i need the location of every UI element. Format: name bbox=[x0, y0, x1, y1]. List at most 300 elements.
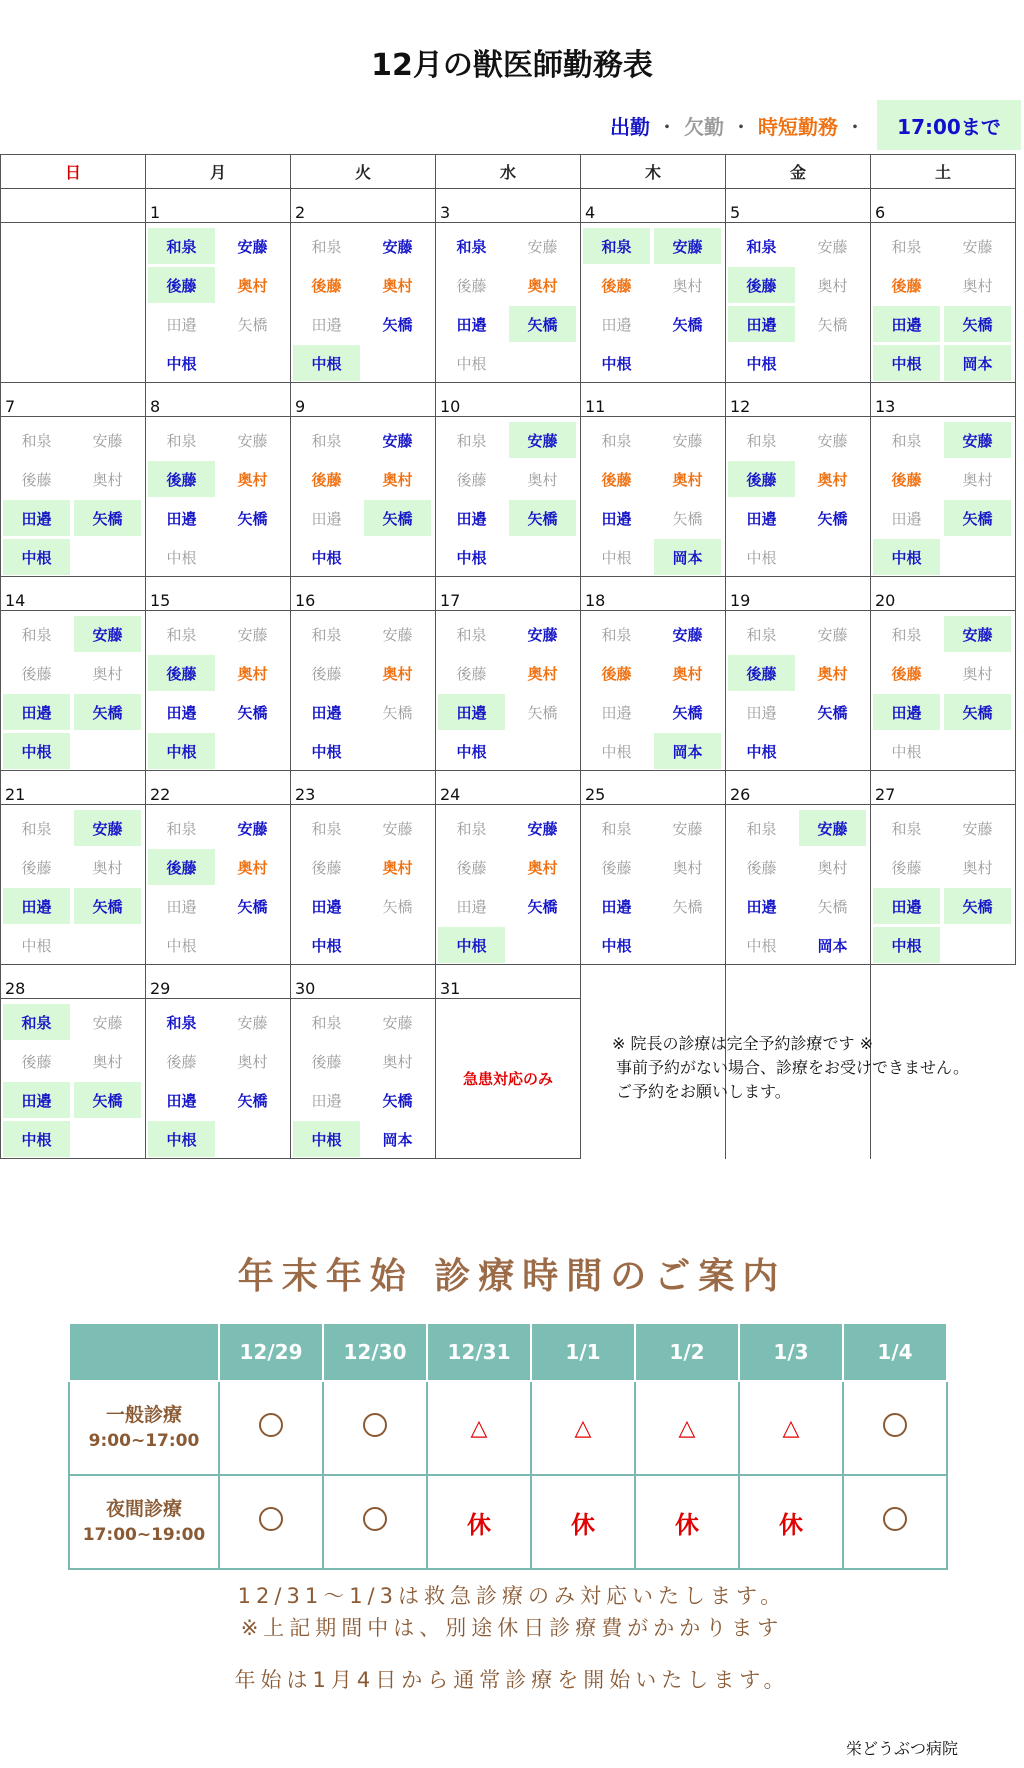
doctor-shift: 田邉 bbox=[746, 703, 777, 722]
doctor-shift: 中根 bbox=[293, 1121, 360, 1157]
day-number-cell bbox=[146, 189, 291, 223]
newyear-hours-table bbox=[68, 1322, 948, 1570]
doctor-shift: 和泉 bbox=[311, 625, 342, 644]
doctor-shift: 後藤 bbox=[148, 849, 215, 885]
doctor-shift: 矢橋 bbox=[382, 315, 413, 334]
doctor-shift: 後藤 bbox=[456, 858, 487, 877]
doctor-shift: 安藤 bbox=[672, 431, 703, 450]
doctor-shift: 後藤 bbox=[891, 470, 922, 489]
service-time: 17:00~19:00 bbox=[82, 1525, 206, 1545]
day-cell bbox=[146, 611, 291, 771]
day-number-cell bbox=[146, 383, 291, 417]
doctor-shift: 後藤 bbox=[311, 858, 342, 877]
day-number: 1 bbox=[150, 203, 161, 222]
doctor-shift: 後藤 bbox=[148, 461, 215, 497]
doctor-shift: 和泉 bbox=[456, 625, 487, 644]
doctor-shift: 矢橋 bbox=[527, 897, 558, 916]
doctor-shift: 矢橋 bbox=[509, 500, 576, 536]
day-number: 27 bbox=[875, 785, 896, 804]
day-number-cell bbox=[581, 771, 726, 805]
day-number-cell bbox=[871, 965, 1016, 999]
doctor-grid bbox=[146, 611, 290, 770]
doctor-grid bbox=[581, 223, 725, 382]
doctor-shift: 安藤 bbox=[799, 810, 866, 846]
doctor-shift: 中根 bbox=[601, 742, 632, 761]
doctor-shift: 後藤 bbox=[601, 858, 632, 877]
closed-mark bbox=[427, 1475, 531, 1569]
doctor-shift: 矢橋 bbox=[382, 897, 413, 916]
doctor-shift: 奥村 bbox=[672, 470, 703, 489]
note-line: 事前予約がない場合、診療をお受けできません。 bbox=[616, 1058, 969, 1077]
doctor-shift: 安藤 bbox=[962, 819, 993, 838]
doctor-shift: 奥村 bbox=[382, 470, 413, 489]
newyear-note-1: 12/31～1/3は救急診療のみ対応いたします。 bbox=[237, 1584, 787, 1608]
date-header: 1/4 bbox=[843, 1323, 947, 1381]
doctor-shift: 安藤 bbox=[527, 237, 558, 256]
doctor-shift: 後藤 bbox=[728, 655, 795, 691]
doctor-shift: 田邉 bbox=[456, 509, 487, 528]
doctor-shift: 後藤 bbox=[21, 664, 52, 683]
day-cell bbox=[871, 223, 1016, 383]
doctor-shift: 和泉 bbox=[311, 819, 342, 838]
doctor-grid bbox=[1, 999, 145, 1158]
triangle-icon: △ bbox=[678, 1415, 696, 1441]
doctor-grid bbox=[436, 223, 580, 382]
doctor-shift: 矢橋 bbox=[382, 1091, 413, 1110]
doctor-shift: 和泉 bbox=[166, 431, 197, 450]
doctor-grid bbox=[581, 805, 725, 964]
legend-on: 出勤 bbox=[610, 114, 650, 139]
doctor-shift: 和泉 bbox=[891, 819, 922, 838]
doctor-shift: 後藤 bbox=[728, 267, 795, 303]
doctor-shift: 後藤 bbox=[728, 461, 795, 497]
day-number-cell bbox=[871, 189, 1016, 223]
weekday-header: 水 bbox=[436, 155, 581, 189]
circle-icon bbox=[363, 1507, 387, 1531]
doctor-shift: 奥村 bbox=[962, 276, 993, 295]
doctor-shift: 後藤 bbox=[891, 664, 922, 683]
doctor-shift: 和泉 bbox=[21, 431, 52, 450]
day-number-cell bbox=[291, 577, 436, 611]
service-name: 夜間診療 bbox=[105, 1498, 182, 1520]
day-cell bbox=[1, 999, 146, 1159]
circle-icon bbox=[883, 1413, 907, 1437]
doctor-shift: 矢橋 bbox=[944, 500, 1011, 536]
day-number-cell bbox=[436, 577, 581, 611]
day-cell bbox=[291, 805, 436, 965]
closed-label: 休 bbox=[779, 1510, 803, 1539]
doctor-shift: 田邉 bbox=[3, 888, 70, 924]
doctor-shift: 和泉 bbox=[601, 819, 632, 838]
doctor-shift: 後藤 bbox=[148, 655, 215, 691]
doctor-grid bbox=[291, 417, 435, 576]
doctor-shift: 奥村 bbox=[237, 470, 268, 489]
day-cell bbox=[726, 805, 871, 965]
doctor-shift: 和泉 bbox=[456, 237, 487, 256]
doctor-shift: 矢橋 bbox=[944, 306, 1011, 342]
day-number: 6 bbox=[875, 203, 886, 222]
day-cell bbox=[436, 417, 581, 577]
day-cell bbox=[146, 223, 291, 383]
doctor-shift: 田邉 bbox=[601, 315, 632, 334]
day-cell bbox=[726, 611, 871, 771]
doctor-grid bbox=[871, 805, 1015, 964]
doctor-shift: 安藤 bbox=[509, 422, 576, 458]
doctor-shift: 矢橋 bbox=[944, 888, 1011, 924]
day-number: 24 bbox=[440, 785, 461, 804]
day-cell bbox=[581, 417, 726, 577]
doctor-shift: 中根 bbox=[601, 548, 632, 567]
day-number: 29 bbox=[150, 979, 171, 998]
day-number: 25 bbox=[585, 785, 606, 804]
day-number-cell bbox=[581, 383, 726, 417]
doctor-shift: 和泉 bbox=[746, 625, 777, 644]
doctor-shift: 矢橋 bbox=[237, 315, 268, 334]
day-cell bbox=[581, 611, 726, 771]
newyear-note-3: 年始は1月4日から通常診療を開始いたします。 bbox=[234, 1668, 790, 1692]
doctor-shift: 田邉 bbox=[311, 315, 342, 334]
day-number-cell bbox=[436, 965, 581, 999]
doctor-shift: 奥村 bbox=[672, 858, 703, 877]
doctor-shift: 矢橋 bbox=[944, 694, 1011, 730]
legend-sep: ・ bbox=[845, 114, 865, 139]
open-mark bbox=[219, 1475, 323, 1569]
doctor-shift: 中根 bbox=[891, 742, 922, 761]
doctor-shift: 奥村 bbox=[962, 858, 993, 877]
doctor-shift: 安藤 bbox=[944, 422, 1011, 458]
doctor-shift: 安藤 bbox=[237, 237, 268, 256]
doctor-shift: 中根 bbox=[601, 936, 632, 955]
open-mark bbox=[323, 1475, 427, 1569]
day-number-cell bbox=[146, 965, 291, 999]
doctor-shift: 和泉 bbox=[148, 228, 215, 264]
emergency-only-label: 急患対応のみ bbox=[462, 1070, 553, 1088]
day-number-cell bbox=[291, 189, 436, 223]
doctor-shift: 岡本 bbox=[654, 733, 721, 769]
doctor-grid bbox=[291, 999, 435, 1158]
doctor-shift: 安藤 bbox=[672, 819, 703, 838]
doctor-shift: 後藤 bbox=[21, 858, 52, 877]
doctor-shift: 中根 bbox=[746, 548, 777, 567]
doctor-shift: 和泉 bbox=[601, 625, 632, 644]
doctor-shift: 和泉 bbox=[166, 1013, 197, 1032]
day-number: 19 bbox=[730, 591, 751, 610]
doctor-shift: 後藤 bbox=[891, 858, 922, 877]
day-number: 3 bbox=[440, 203, 451, 222]
doctor-shift: 奥村 bbox=[237, 664, 268, 683]
doctor-shift: 奥村 bbox=[92, 858, 123, 877]
doctor-shift: 田邉 bbox=[746, 897, 777, 916]
doctor-shift: 中根 bbox=[293, 345, 360, 381]
doctor-shift: 田邉 bbox=[3, 694, 70, 730]
weekday-header: 日 bbox=[1, 155, 146, 189]
doctor-shift: 中根 bbox=[873, 539, 940, 575]
doctor-shift: 奥村 bbox=[962, 470, 993, 489]
doctor-shift: 奥村 bbox=[817, 470, 848, 489]
day-cell bbox=[871, 611, 1016, 771]
doctor-grid bbox=[146, 999, 290, 1158]
date-header: 1/1 bbox=[531, 1323, 635, 1381]
doctor-shift: 中根 bbox=[601, 354, 632, 373]
doctor-shift: 奥村 bbox=[382, 664, 413, 683]
doctor-shift: 矢橋 bbox=[74, 694, 141, 730]
doctor-shift: 中根 bbox=[21, 936, 52, 955]
triangle-icon: △ bbox=[470, 1415, 488, 1441]
doctor-grid bbox=[146, 417, 290, 576]
circle-icon bbox=[259, 1507, 283, 1531]
hours-row bbox=[69, 1475, 947, 1569]
day-number-cell bbox=[1, 965, 146, 999]
doctor-shift: 矢橋 bbox=[509, 306, 576, 342]
hours-row-header bbox=[69, 1381, 219, 1475]
doctor-shift: 中根 bbox=[456, 354, 487, 373]
day-number-cell bbox=[1, 771, 146, 805]
day-cell bbox=[1, 805, 146, 965]
doctor-shift: 後藤 bbox=[891, 276, 922, 295]
service-name: 一般診療 bbox=[105, 1404, 182, 1426]
doctor-shift: 安藤 bbox=[237, 625, 268, 644]
doctor-grid bbox=[726, 223, 870, 382]
doctor-shift: 田邉 bbox=[438, 694, 505, 730]
doctor-shift: 後藤 bbox=[311, 276, 342, 295]
doctor-shift: 安藤 bbox=[74, 810, 141, 846]
doctor-shift: 矢橋 bbox=[672, 703, 703, 722]
day-cell bbox=[146, 999, 291, 1159]
day-number: 4 bbox=[585, 203, 596, 222]
day-number-cell bbox=[291, 383, 436, 417]
doctor-shift: 矢橋 bbox=[237, 1091, 268, 1110]
doctor-shift: 和泉 bbox=[746, 431, 777, 450]
doctor-shift: 奥村 bbox=[382, 858, 413, 877]
doctor-shift: 田邉 bbox=[456, 315, 487, 334]
date-header: 12/29 bbox=[219, 1323, 323, 1381]
day-number-cell bbox=[726, 189, 871, 223]
doctor-shift: 中根 bbox=[148, 733, 215, 769]
circle-icon bbox=[363, 1413, 387, 1437]
doctor-shift: 和泉 bbox=[3, 1004, 70, 1040]
doctor-shift: 奥村 bbox=[527, 664, 558, 683]
doctor-shift: 和泉 bbox=[311, 1013, 342, 1032]
closed-label: 休 bbox=[467, 1510, 491, 1539]
doctor-shift: 安藤 bbox=[382, 431, 413, 450]
day-cell bbox=[1, 223, 146, 383]
shift-calendar bbox=[0, 154, 1016, 1159]
doctor-shift: 奥村 bbox=[382, 1052, 413, 1071]
doctor-shift: 後藤 bbox=[456, 276, 487, 295]
doctor-shift: 和泉 bbox=[601, 431, 632, 450]
day-number-cell bbox=[871, 577, 1016, 611]
doctor-shift: 奥村 bbox=[237, 1052, 268, 1071]
day-cell bbox=[291, 417, 436, 577]
triangle-icon: △ bbox=[574, 1415, 592, 1441]
doctor-shift: 奥村 bbox=[962, 664, 993, 683]
day-number-cell bbox=[871, 383, 1016, 417]
doctor-shift: 奥村 bbox=[92, 470, 123, 489]
doctor-shift: 中根 bbox=[746, 354, 777, 373]
doctor-shift: 安藤 bbox=[92, 431, 123, 450]
day-number-cell bbox=[581, 965, 726, 999]
doctor-shift: 中根 bbox=[166, 548, 197, 567]
doctor-shift: 和泉 bbox=[311, 237, 342, 256]
legend-off: 欠勤 bbox=[684, 114, 724, 139]
doctor-shift: 和泉 bbox=[21, 819, 52, 838]
open-mark bbox=[323, 1381, 427, 1475]
doctor-shift: 中根 bbox=[311, 936, 342, 955]
doctor-grid bbox=[291, 611, 435, 770]
closed-label: 休 bbox=[675, 1510, 699, 1539]
weekday-header: 土 bbox=[871, 155, 1016, 189]
doctor-shift: 後藤 bbox=[311, 1052, 342, 1071]
day-number-cell bbox=[871, 771, 1016, 805]
doctor-grid bbox=[291, 805, 435, 964]
doctor-shift: 和泉 bbox=[456, 431, 487, 450]
doctor-shift: 奥村 bbox=[92, 664, 123, 683]
triangle-icon: △ bbox=[782, 1415, 800, 1441]
legend-sep: ・ bbox=[657, 114, 677, 139]
doctor-shift: 和泉 bbox=[891, 625, 922, 644]
closed-label: 休 bbox=[571, 1510, 595, 1539]
doctor-shift: 後藤 bbox=[456, 470, 487, 489]
day-number: 30 bbox=[295, 979, 316, 998]
doctor-shift: 奥村 bbox=[527, 858, 558, 877]
date-header: 1/2 bbox=[635, 1323, 739, 1381]
day-number-cell bbox=[291, 965, 436, 999]
closed-mark bbox=[739, 1475, 843, 1569]
day-number: 10 bbox=[440, 397, 461, 416]
doctor-shift: 中根 bbox=[3, 539, 70, 575]
doctor-grid bbox=[726, 417, 870, 576]
doctor-shift: 後藤 bbox=[311, 470, 342, 489]
doctor-shift: 安藤 bbox=[382, 1013, 413, 1032]
weekday-header: 木 bbox=[581, 155, 726, 189]
newyear-header-row bbox=[69, 1323, 947, 1381]
doctor-shift: 田邉 bbox=[166, 897, 197, 916]
day-number: 11 bbox=[585, 397, 606, 416]
doctor-shift: 和泉 bbox=[166, 625, 197, 644]
day-number-cell bbox=[146, 771, 291, 805]
day-cell bbox=[1, 611, 146, 771]
hours-row bbox=[69, 1381, 947, 1475]
day-number: 5 bbox=[730, 203, 741, 222]
doctor-shift: 中根 bbox=[873, 345, 940, 381]
doctor-shift: 奥村 bbox=[817, 664, 848, 683]
limited-mark bbox=[427, 1381, 531, 1475]
week-spacer-row bbox=[1, 965, 1016, 999]
doctor-shift: 後藤 bbox=[456, 664, 487, 683]
day-number: 18 bbox=[585, 591, 606, 610]
doctor-grid bbox=[146, 223, 290, 382]
doctor-shift: 後藤 bbox=[601, 664, 632, 683]
doctor-shift: 矢橋 bbox=[74, 1082, 141, 1118]
day-number: 8 bbox=[150, 397, 161, 416]
doctor-grid bbox=[581, 611, 725, 770]
day-cell bbox=[871, 417, 1016, 577]
newyear-title: 年末年始 診療時間のご案内 bbox=[237, 1256, 787, 1297]
doctor-shift: 矢橋 bbox=[382, 703, 413, 722]
doctor-shift: 奥村 bbox=[672, 276, 703, 295]
closed-mark bbox=[531, 1475, 635, 1569]
doctor-shift: 和泉 bbox=[891, 431, 922, 450]
doctor-shift: 安藤 bbox=[237, 819, 268, 838]
day-number: 28 bbox=[5, 979, 26, 998]
doctor-shift: 安藤 bbox=[817, 237, 848, 256]
day-cell bbox=[146, 417, 291, 577]
day-cell bbox=[291, 999, 436, 1159]
circle-icon bbox=[883, 1507, 907, 1531]
doctor-shift: 奥村 bbox=[817, 858, 848, 877]
doctor-shift: 矢橋 bbox=[74, 888, 141, 924]
day-number-cell bbox=[581, 189, 726, 223]
doctor-grid bbox=[726, 805, 870, 964]
hospital-name: 栄どうぶつ病院 bbox=[846, 1739, 959, 1758]
doctor-grid bbox=[871, 417, 1015, 576]
doctor-shift: 後藤 bbox=[148, 267, 215, 303]
doctor-shift: 中根 bbox=[311, 742, 342, 761]
doctor-shift: 奥村 bbox=[382, 276, 413, 295]
day-number-cell bbox=[436, 189, 581, 223]
doctor-grid bbox=[146, 805, 290, 964]
service-time: 9:00~17:00 bbox=[88, 1431, 200, 1451]
doctor-shift: 田邉 bbox=[3, 500, 70, 536]
doctor-grid bbox=[581, 417, 725, 576]
doctor-shift: 中根 bbox=[456, 742, 487, 761]
doctor-shift: 奥村 bbox=[672, 664, 703, 683]
doctor-shift: 田邉 bbox=[456, 897, 487, 916]
doctor-shift: 安藤 bbox=[962, 237, 993, 256]
doctor-shift: 安藤 bbox=[237, 431, 268, 450]
doctor-shift: 奥村 bbox=[237, 276, 268, 295]
day-number: 13 bbox=[875, 397, 896, 416]
legend-sep: ・ bbox=[731, 114, 751, 139]
doctor-shift: 矢橋 bbox=[527, 703, 558, 722]
day-number-cell bbox=[726, 577, 871, 611]
doctor-shift: 安藤 bbox=[92, 1013, 123, 1032]
day-number-cell bbox=[1, 189, 146, 223]
doctor-shift: 中根 bbox=[3, 1121, 70, 1157]
day-number-cell bbox=[146, 577, 291, 611]
doctor-shift: 安藤 bbox=[944, 616, 1011, 652]
limited-mark bbox=[739, 1381, 843, 1475]
doctor-shift: 田邉 bbox=[601, 897, 632, 916]
day-number: 14 bbox=[5, 591, 26, 610]
day-number-cell bbox=[726, 771, 871, 805]
doctor-shift: 奥村 bbox=[817, 276, 848, 295]
day-cell bbox=[726, 417, 871, 577]
doctor-shift: 矢橋 bbox=[237, 509, 268, 528]
open-mark bbox=[843, 1475, 947, 1569]
doctor-shift: 岡本 bbox=[944, 345, 1011, 381]
day-number: 20 bbox=[875, 591, 896, 610]
day-cell bbox=[291, 611, 436, 771]
day-number: 12 bbox=[730, 397, 751, 416]
doctor-shift: 和泉 bbox=[583, 228, 650, 264]
day-number: 17 bbox=[440, 591, 461, 610]
doctor-shift: 岡本 bbox=[382, 1130, 413, 1149]
day-cell bbox=[146, 805, 291, 965]
doctor-shift: 矢橋 bbox=[237, 897, 268, 916]
doctor-shift: 田邉 bbox=[3, 1082, 70, 1118]
doctor-shift: 和泉 bbox=[166, 819, 197, 838]
doctor-shift: 後藤 bbox=[601, 470, 632, 489]
doctor-shift: 後藤 bbox=[746, 858, 777, 877]
day-cell bbox=[1, 417, 146, 577]
day-cell bbox=[871, 805, 1016, 965]
closed-mark bbox=[635, 1475, 739, 1569]
doctor-shift: 田邉 bbox=[311, 1091, 342, 1110]
doctor-shift: 田邉 bbox=[873, 306, 940, 342]
doctor-grid bbox=[871, 223, 1015, 382]
doctor-shift: 田邉 bbox=[311, 703, 342, 722]
